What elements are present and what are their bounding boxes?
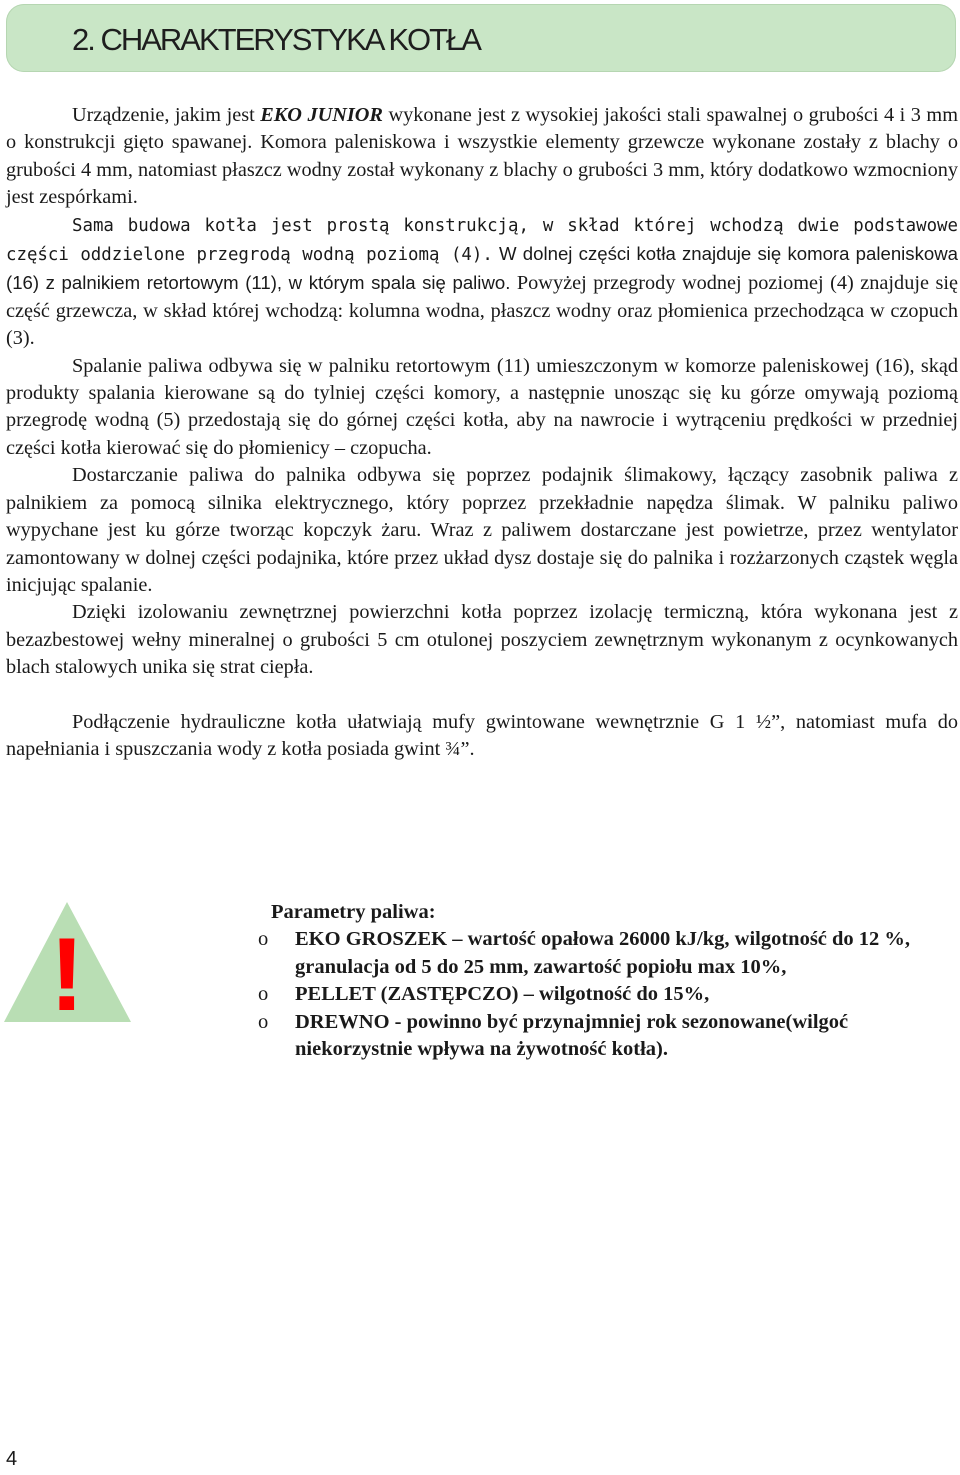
page-number: 4 xyxy=(6,1448,18,1470)
section-title: 2. CHARAKTERYSTYKA KOTŁA xyxy=(72,22,480,57)
intro-lead: Urządzenie, jakim jest xyxy=(72,104,261,126)
fuel-item-text: DREWNO - powinno być przynajmniej rok sezonowane(wilgoć niekorzystnie wpływa na żywotność kotła). xyxy=(295,1010,849,1061)
paragraph-intro xyxy=(6,102,958,212)
paragraph-insulation: Dzięki izolowaniu zewnętrznej powierzchni kotła poprzez izolację termiczną, która wykonana jest z bezazbestowej wełny mineralnej o grubości 5 cm otulonej poszyciem zewnętrznym wykonanym z ocynkowanych blach stalowych unika się strat ciepła. xyxy=(6,601,958,679)
list-bullet: o xyxy=(258,1010,269,1033)
list-bullet: o xyxy=(258,928,269,951)
paragraph-spacer xyxy=(6,682,958,709)
fuel-item-text: EKO GROSZEK – wartość opałowa 26000 kJ/kg, wilgotność do 12 %, granulacja od 5 do 25 mm, zawartość popiołu max 10%, xyxy=(295,928,911,978)
fuel-item-eko-groszek xyxy=(258,926,960,981)
product-name: EKO JUNIOR xyxy=(260,104,383,126)
fuel-parameters-title: Parametry paliwa: xyxy=(271,901,436,923)
paragraph-hydraulic: Podłączenie hydrauliczne kotła ułatwiają mufy gwintowane wewnętrznie G 1 ½”, natomiast mufa do napełniania i spuszczania wody z kotła posiada gwint ¾”. xyxy=(6,710,958,760)
warning-exclamation: ! xyxy=(49,917,85,1024)
fuel-list xyxy=(258,926,960,1063)
paragraph-fuel-feed: Dostarczanie paliwa do palnika odbywa się poprzez podajnik ślimakowy, łączący zasobnik paliwa z palnikiem za pomocą silnika elektrycznego, który poprzez przekładnie napędza ślimak. W palniku paliwo wypychane jest ku górze tworząc kopczyk żaru. Wraz z paliwem dostarczane jest powietrze, przez wentylator zamontowany w dolnej części podajnika, które przez układ dysz dostaje się do palnika i rozżarzonych cząstek węgla inicjując spalanie. xyxy=(6,464,958,596)
paragraph-construction xyxy=(6,212,958,353)
intro-rest: wykonane jest z wysokiej jakości stali spawalnej o grubości 4 i 3 mm o konstrukcji gięto spawanej. Komora paleniskowa i wszystkie elementy grzewcze wykonane zostały z blachy o grubości 4 mm, natomiast płaszcz wodny został wykonany z blachy o grubości 3 mm, który dodatkowo wzmocniony jest zespórkami. xyxy=(6,104,958,209)
fuel-item-text: PELLET (ZASTĘPCZO) – wilgotność do 15%, xyxy=(295,983,710,1006)
construction-part-a: Sama budowa kotła jest prostą konstrukcją, w skład której wchodzą dwie podstawowe części oddzielone przegrodą wodną poziomą (4). xyxy=(6,215,958,266)
warning-triangle-icon xyxy=(3,900,132,1024)
fuel-parameters xyxy=(258,899,960,1063)
list-bullet: o xyxy=(258,983,269,1006)
construction-part-c: Powyżej przegrody wodnej poziomej (4) znajduje się część grzewcza, w skład której wchodzą: kolumna wodna, płaszcz wodny oraz płomienica przechodząca w czopuch (3). xyxy=(6,272,959,350)
construction-part-b: W dolnej części kotła znajduje się komora paleniskowa (16) z palnikiem retortowym (11), w którym spala się paliwo. xyxy=(6,243,958,294)
fuel-item-drewno xyxy=(258,1009,960,1064)
paragraph-combustion: Spalanie paliwa odbywa się w palniku retortowym (11) umieszczonym w komorze paleniskowej (16), skąd produkty spalania kierowane są do tylniej części komory, a następnie unosząc się ku górze omywają poziomą przegrodę wodną (5) przedostają się do górnej części kotła, aby na nawrocie i wytrąceniu prędkości w przedniej części kotła kierować się do płomienicy – czopucha. xyxy=(6,354,958,459)
section-header-bar xyxy=(6,4,956,72)
fuel-item-pellet xyxy=(258,981,960,1008)
body-text xyxy=(6,102,958,763)
